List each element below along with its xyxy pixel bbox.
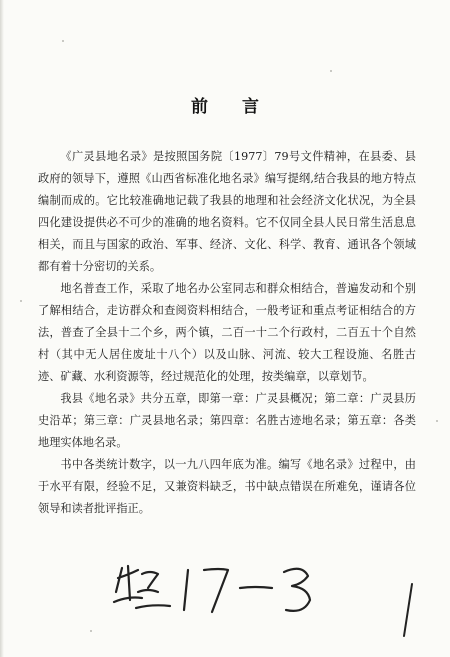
handwritten-signature bbox=[108, 548, 348, 626]
scan-speck bbox=[436, 420, 438, 422]
paragraph-3: 我县《地名录》共分五章，即第一章：广灵县概况；第二章：广灵县历史沿革；第三章：广灵县地名录；第四章：名胜古迹地名录；第五章：各类地理实体地名录。 bbox=[38, 392, 416, 449]
scan-speck bbox=[330, 70, 332, 72]
paragraph-4: 书中各类统计数字，以一九八四年底为准。编写《地名录》过程中，由于水平有限，经验不足，又兼资料缺乏，书中缺点错误在所难免，谨请各位领导和读者批评指正。 bbox=[38, 458, 416, 515]
scan-speck bbox=[62, 40, 64, 42]
paragraph-1: 《广灵县地名录》是按照国务院〔1977〕79号文件精神，在县委、县政府的领导下，遵照《山西省标准化地名录》编写提纲,结合我县的地方特点编制而成的。它比较准确地记载了我县的地理和社会经济文化状况，为全县四化建设提供必不可少的准确的地名资料。它不仅同全县人民日常生活息息相关，而且与国家的政治、军事、经济、文化、科学、教育、通讯各个领域都有着十分密切的关系。 bbox=[38, 150, 416, 273]
page-title: 前 言 bbox=[191, 97, 273, 117]
handwritten-page-mark bbox=[394, 578, 424, 642]
scan-speck bbox=[20, 300, 22, 302]
body-text bbox=[38, 146, 416, 520]
scan-speck bbox=[90, 630, 92, 632]
paragraph-2: 地名普查工作，采取了地名办公室同志和群众相结合，普遍发动和个别了解相结合，走访群众和查阅资料相结合，一般考证和重点考证相结合的方法，普查了全县十二个乡，两个镇，二百一十二个行政村，二百五十个自然村（其中无人居住废址十八个）以及山脉、河流、较大工程设施、名胜古迹、矿藏、水利资源等，经过规范化的处理，按类编章，以章划节。 bbox=[38, 282, 416, 383]
